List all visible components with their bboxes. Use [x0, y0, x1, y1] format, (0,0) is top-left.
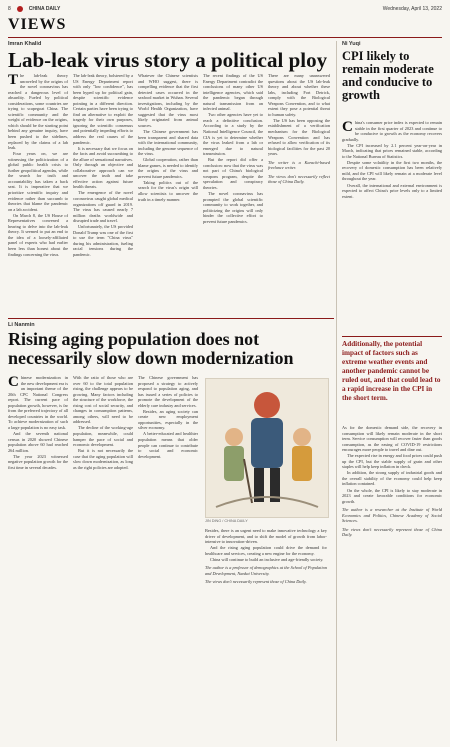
article2-paragraph: The year 2023 witnessed negative population growth for the first time in several decades. — [8, 453, 68, 470]
article2-paragraph: Besides, there is an urgent need to make innovative technology a key driver of development, and to shift the model of growth from labor-intensive to innovation-driven. — [205, 528, 327, 545]
article2-byline: Li Nanmin — [8, 322, 35, 328]
article3-disclaimer: The views don't necessarily represent those of China Daily. — [342, 526, 442, 538]
page-header — [8, 4, 442, 14]
column-divider — [336, 41, 337, 741]
issue-date: Wednesday, April 13, 2022 — [382, 6, 442, 12]
article1-column-5 — [268, 73, 330, 313]
article1-headline: Lab-leak virus story a political ploy — [8, 48, 328, 72]
article3-paragraph: Despite some volatility in the first two months, the recovery of domestic consumption has been relatively mild, and the CPI will likely remain at a moderate level throughout the year. — [342, 159, 442, 182]
elderly-figures-illustration — [206, 379, 328, 517]
article1-column-2 — [73, 73, 133, 313]
article1-paragraph: he lab-leak theory unraveled by the origins of the novel coronavirus has reached a dangerous level of absurdity. Fueled by political considerations, some countries are trying to scapegoat China. The scientific community and the weight of evidence on the origins, which should be the starting point behind any genuine inquiry, have been pushed to the sidelines, replaced by the claims of a lab leak. — [8, 73, 68, 151]
article3-paragraph: As for the domestic demand side, the recovery in consumption will likely remain moderate in the short term. Service consumption will recover faster than goods consumption, as the easing of COVID-19 restrictions encourages more people to travel and dine out. — [342, 425, 442, 453]
article1-disclaimer: The views don't necessarily reflect those of China Daily. — [268, 173, 330, 185]
article2-disclaimer: The views don't necessarily represent those of China Daily. — [205, 579, 307, 585]
article1-paragraph: Four years on, we are witnessing the politicization of a global public health crisis to further geopolitical agendas, while the search for truth and accountability has taken a back seat. It is imperative that we prioritize scientific inquiry and evidence rather than succumb to theories that blame the pandemic on a lab accident. — [8, 151, 68, 212]
article3-author-note: The author is a researcher at the Institute of World Economics and Politics, Chinese Academy of Social Sciences. — [342, 507, 442, 524]
article2-dropcap: C — [8, 375, 19, 390]
article3-column-2 — [342, 425, 442, 740]
article2-paragraph: The Chinese government has proposed a strategy to actively respond to population aging, and has issued a series of policies to promote the development of the elderly care industry and services. — [138, 375, 198, 408]
article2-paragraph: China will continue to build an inclusive and age-friendly society. — [210, 556, 324, 562]
illustration-credit: JIN DING / CHINA DAILY — [205, 519, 248, 523]
pullquote-rule — [342, 336, 442, 338]
article1-paragraph: Global cooperation, rather than blame games, is needed to identify the origins of the virus and prevent future pandemics. — [138, 157, 198, 179]
article2-paragraph: The decline of the working-age population, meanwhile, could hamper the pace of social and economic development. — [73, 425, 133, 448]
article1-paragraph: The US has been opposing the establishment of a verification mechanism for the Biological Weapons Convention and has refused to allow verification of its biological facilities for the past 20 years. — [268, 117, 330, 157]
article3-byline: Ni Yuqi — [342, 41, 361, 47]
article1-paragraph: The novel coronavirus has prompted the global scientific community to work together, and politicizing the origins will only hinder the collective effort to prevent future pandemics. — [203, 190, 263, 224]
article3-paragraph: hina's consumer price index is expected to remain stable in the first quarter of 2023 and continue to be conducive to growth as the economy recovers gradually. — [342, 120, 442, 142]
article3-column-1 — [342, 120, 442, 330]
article2-illustration — [205, 378, 329, 518]
article2-paragraph: But it is not necessarily the case that the aging population will slow down modernization, as long as the right policies are adopted. — [73, 448, 133, 470]
article3-paragraph: Overall, the international and external environment is expected to affect China's price levels only to a limited extent. — [342, 182, 442, 199]
article3-headline: CPI likely to remain moderate and conducive to growth — [342, 49, 434, 103]
article1-paragraph: On March 8, the US House of Representatives convened a hearing to delve into the lab-leak theory. It seemed to put an end to the idea of a loosely-affiliated panel of experts who had earlier been less than honest about the findings concerning the virus. — [8, 212, 68, 257]
article1-column-3 — [138, 73, 198, 313]
paper-name: CHINA DAILY — [28, 6, 61, 12]
article-divider — [8, 318, 334, 319]
article2-headline: Rising aging population does not necessarily slow down modernization — [8, 329, 294, 368]
article1-column-4 — [203, 73, 263, 313]
article1-paragraph: Two other agencies have yet to reach a definitive conclusion. According to a study by the National Intelligence Council, the CIA is yet to determine whether the virus leaked from a lab or emerged due to natural transmission. — [203, 112, 263, 157]
article1-author-note: The writer is a Karachi-based freelance writer. — [268, 159, 330, 171]
section-title: VIEWS — [8, 16, 67, 33]
article1-paragraph: The recent findings of the US Energy Department contradict the conclusions of many other US intelligence agencies, which said the pandemic began through natural transmission from an infected animal. — [203, 73, 263, 112]
article2-paragraph: Besides, an aging society can create new employment opportunities, especially in the silver economy. — [138, 408, 198, 431]
article2-column-3 — [138, 375, 198, 740]
article2-column-4 — [205, 528, 327, 740]
article2-column-2 — [73, 375, 133, 740]
article3-paragraph: The expected rise in energy and food prices could push up the CPI, but the stable supply of grain and other staples will help keep inflation in check. — [342, 453, 442, 470]
article2-column-1 — [8, 375, 68, 740]
article2-author-note: The author is a professor of demographics at the School of Population and Development, Nankai University. — [205, 565, 327, 576]
article2-paragraph: And the seventh national census in 2020 showed Chinese population above 60 had reached 264 million. — [8, 430, 68, 453]
article2-paragraph: A better-educated and healthier population means that older people can continue to contribute to social and economic development. — [138, 431, 198, 459]
article1-paragraph: Unfortunately, the US provided Donald Trump was one of the first to use the term "China virus" during his administration, fueling racial tensions during the pandemic. — [73, 224, 133, 257]
article3-dropcap: C — [342, 120, 353, 135]
article1-byline: Imran Khalid — [8, 41, 42, 47]
article1-paragraph: Taking politics out of the search for the virus's origin will allow scientists to uncover the truth in a timely manner. — [138, 179, 198, 202]
article1-column-1 — [8, 73, 68, 313]
article2-paragraph: hinese modernization in the new development era is an important theme of the 20th CPC National Congress report. The current pace of population growth, however, is far from the preferred trajectory of all developed countries in the world. To achieve modernization of such a large population is no easy task. — [8, 375, 68, 430]
article3-paragraph: The CPI increased by 2.1 percent year-on-year in March, indicating that prices remained stable, according to the National Bureau of Statistics. — [342, 142, 442, 159]
article3-paragraph: On the whole, the CPI is likely to stay moderate in 2023 and create favorable conditions for economic growth. — [342, 487, 442, 504]
article2-paragraph: And the rising aging population could drive the demand for healthcare and services, creating a new engine for the economy. — [205, 545, 327, 556]
pullquote: Additionally, the potential impact of factors such as extreme weather events and another pandemic cannot be ruled out, and that could lead to a rapid increase in the CPI in the short term. — [342, 340, 441, 402]
section-divider — [8, 37, 442, 38]
article1-paragraph: The lab-leak theory, bolstered by a US Energy Department report with only "low confidence", has been hyped up for political gain, despite scientific evidence pointing in a different direction. Certain parties have been trying to find an alternative to exploit the tragedy for their own purposes, ignoring the scientific consensus and potentially impeding efforts to address the real causes of the pandemic. — [73, 73, 133, 145]
article1-paragraph: The emergence of the novel coronavirus caught global medical organizations off guard in 2019. The virus has caused nearly 7 million deaths worldwide and disrupted trade and travel. — [73, 190, 133, 224]
page-number: 8 — [8, 6, 11, 12]
article1-paragraph: There are many unanswered questions about the US lab-leak theory and about whether these labs, including Fort Detrick, comply with the Biological Weapons Convention, and to what extent they pose a potential threat to human safety. — [268, 73, 330, 117]
article1-dropcap: T — [8, 73, 19, 88]
article1-paragraph: The Chinese government has been transparent and shared data with the international community, including the genome sequence of the virus. — [138, 128, 198, 157]
article2-paragraph: With the ratio of those who are over 60 to the total population rising, the challenge appears to be growing. Many factors including the structure of the workforce, the rising cost of social security, and changes in consumption patterns, among others, will need to be addressed. — [73, 375, 133, 425]
article3-paragraph: In addition, the strong supply of industrial goods and the overall stability of the economy could help keep inflation contained. — [342, 470, 442, 487]
article1-paragraph: Whatever the Chinese scientists and WHO suggest, there is compelling evidence that the first detected cases occurred in the seafood market in Wuhan. Several investigations, including by the World Health Organization, have suggested that the virus most likely originated from animal sources. — [138, 73, 198, 128]
article1-paragraph: But the report did offer a conclusion: now that the virus was not part of China's biological weapons program, despite the speculation and conspiracy theories. — [203, 157, 263, 190]
newspaper-logo-icon — [17, 6, 23, 12]
article1-paragraph: It is necessary that we focus on the facts and avoid succumbing to the allure of sensational narratives. Only through an objective and collaborative approach can we uncover the truth and take effective action against future health threats. — [73, 145, 133, 190]
